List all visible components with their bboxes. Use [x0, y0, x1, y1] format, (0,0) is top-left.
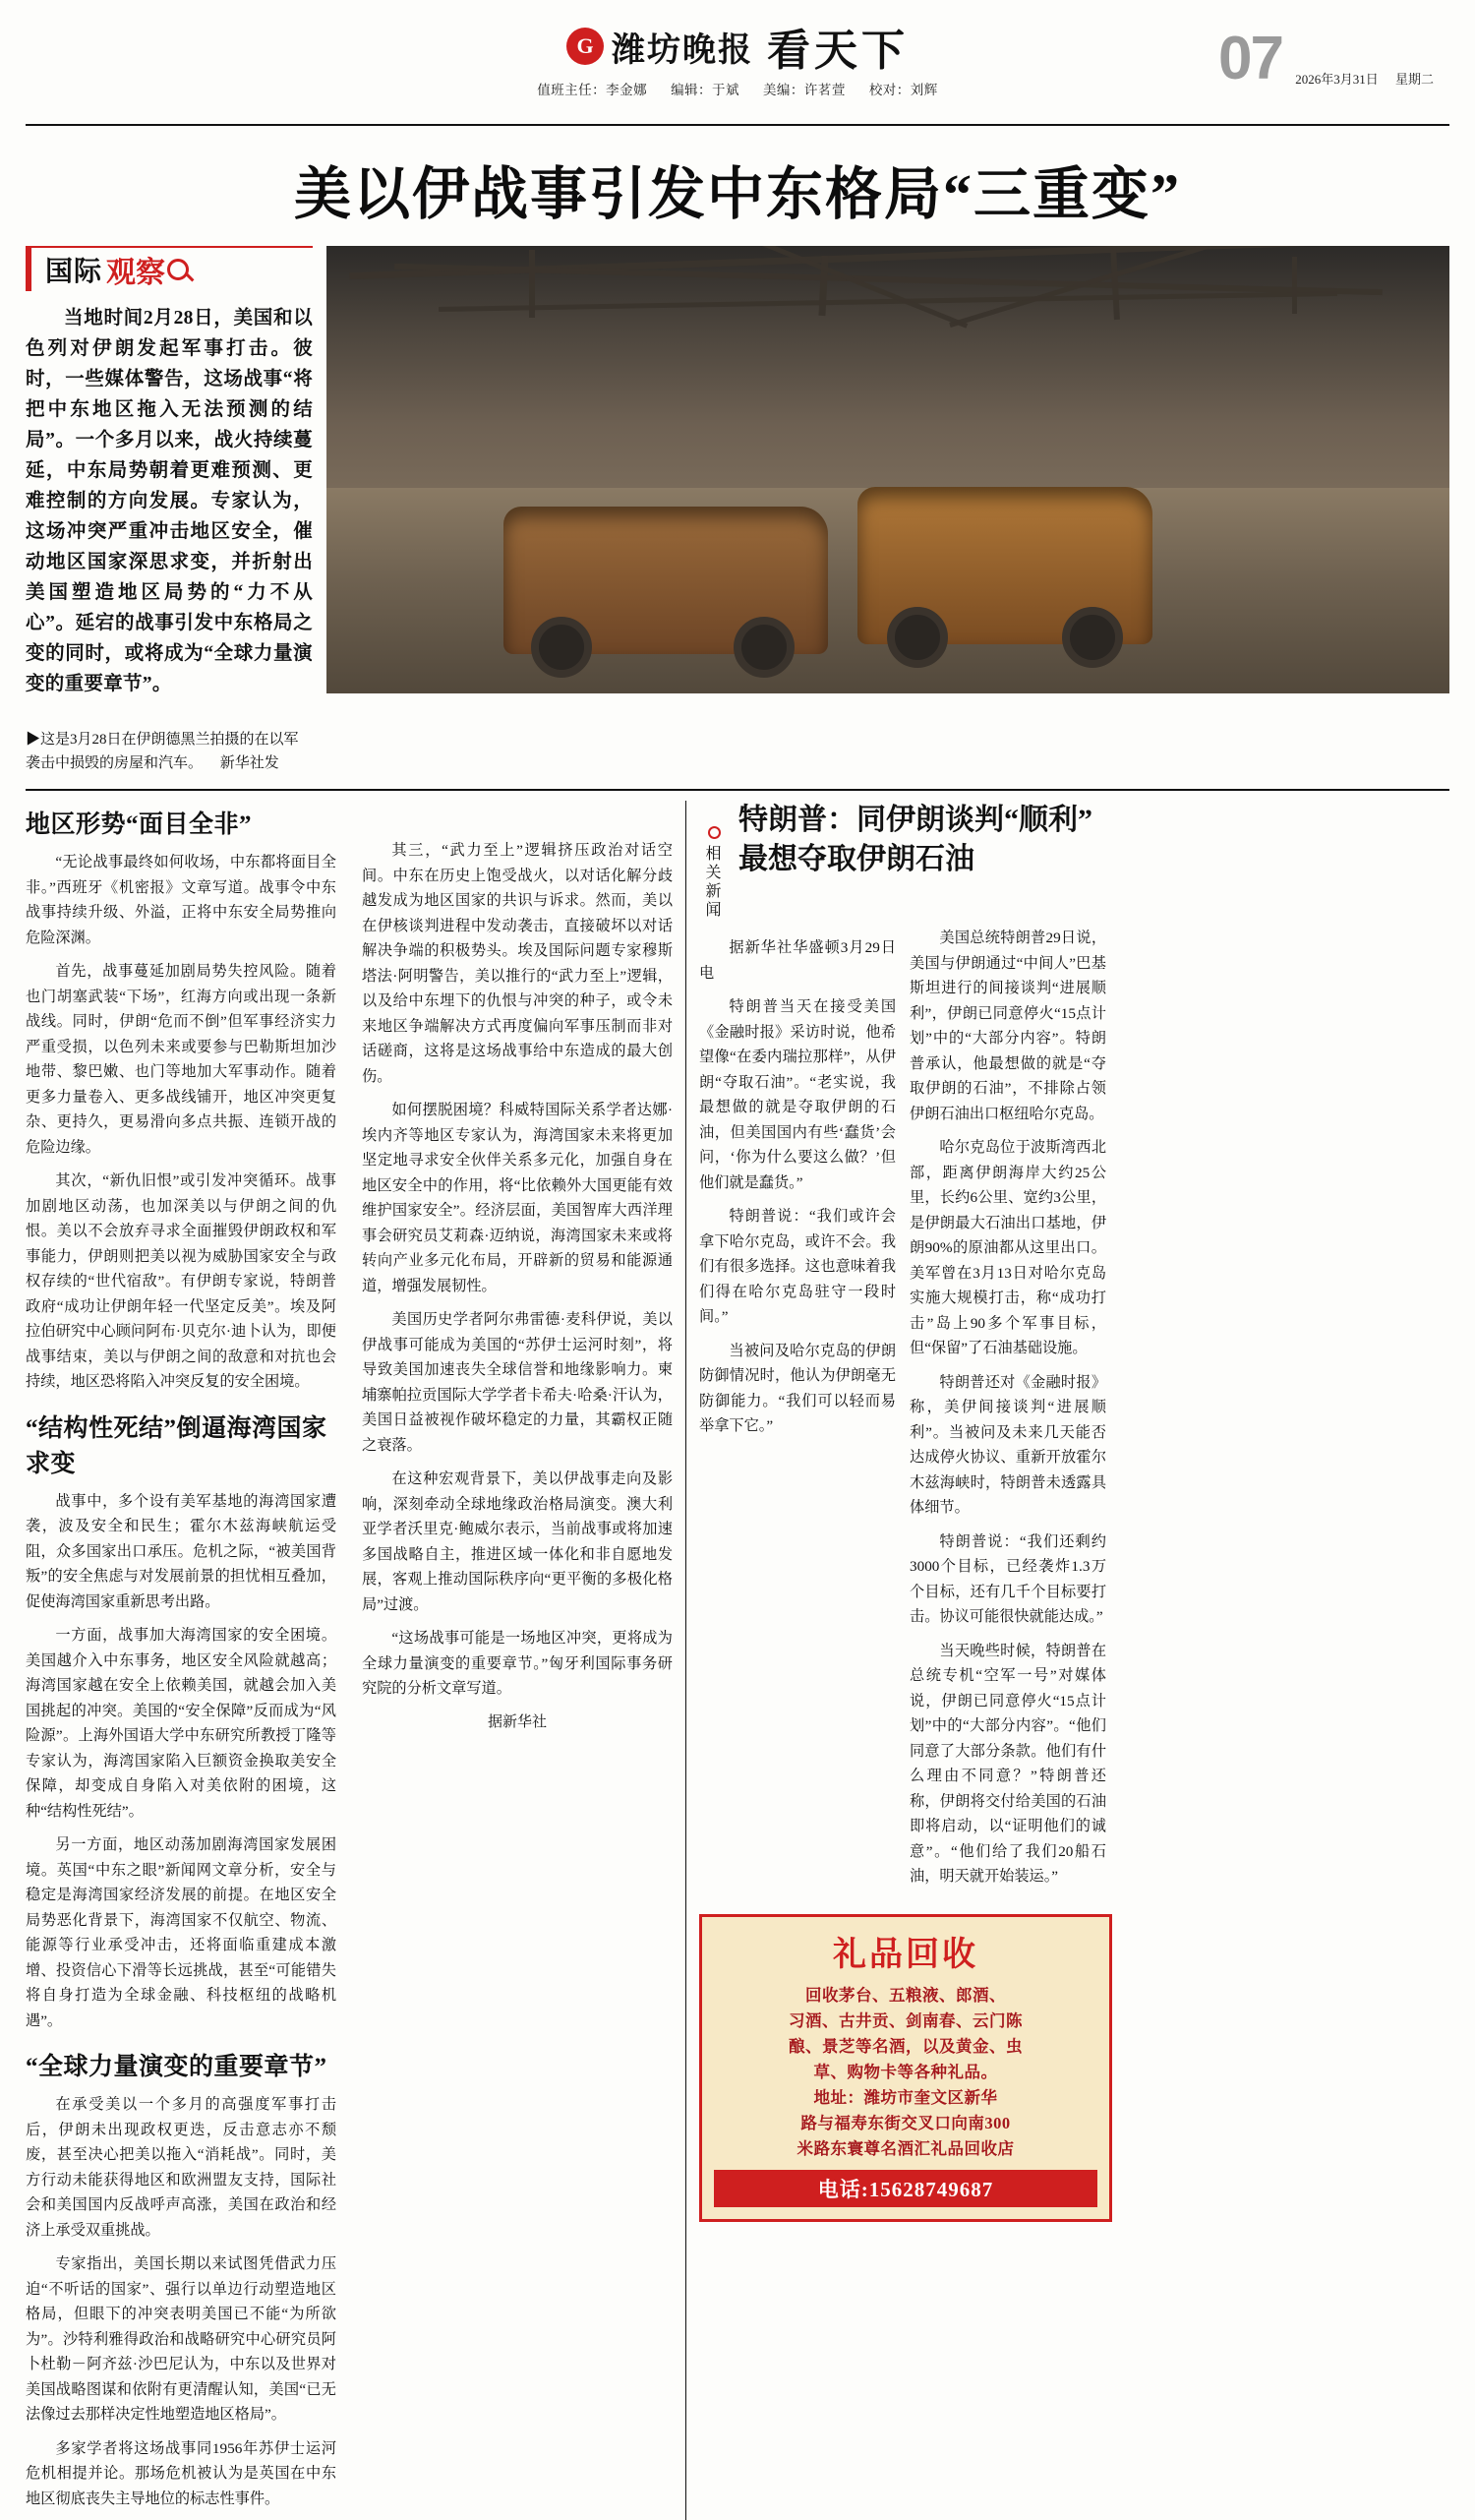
circle-logo-icon: G	[566, 28, 604, 65]
lead-paragraph: 当地时间2月28日，美国和以色列对伊朗发起军事打击。彼时，一些媒体警告，这场战事“将把中东地区拖入无法预测的结局”。一个多月以来，战火持续蔓延，中东局势朝着更难预测、更难控制的方向发展。专家认为，这场冲突严重冲击地区安全，催动地区国家深思求变，并折射出美国塑造地区局势的“力不从心”。延宕的战事引发中东格局之变的同时，或将成为“全球力量演变的重要章节”。	[26, 308, 314, 694]
paragraph: 其三，“武力至上”逻辑挤压政治对话空间。中东在历史上饱受战火，以对话化解分歧越发成为地区国家的共识与诉求。然而，美以在伊核谈判进程中发动袭击，直接破坏以对话解决争端的积极势头。埃及国际问题专家穆斯塔法·阿明警告，美以推行的“武力至上”逻辑，以及给中东埋下的仇恨与冲突的种子，或令未来地区争端解决方式再度偏向军事压制而非对话磋商，这将是这场战事给中东造成的最大创伤。	[362, 842, 673, 1085]
magnifier-icon	[167, 259, 189, 280]
paragraph: 首先，战事蔓延加剧局势失控风险。随着也门胡塞武装“下场”，红海方向或出现一条新战线。同时，伊朗“危而不倒”但军事经济实力严重受损，以色列未来或要参与巴勒斯坦加沙地带、黎巴嫩、也门等地加大军事动作。随着更多力量卷入、更多战线铺开，地区冲突更复杂、更持久，更易滑向多点共振、连锁开战的危险边缘。	[26, 963, 336, 1156]
paragraph: 特朗普说：“我们或许会拿下哈尔克岛，或许不会。我们有很多选择。这也意味着我们得在哈尔克岛驻守一段时间。”	[699, 1208, 896, 1325]
credit-item: 值班主任：李金娜	[537, 83, 648, 97]
related-header	[699, 801, 1112, 920]
paragraph: 专家指出，美国长期以来试图凭借武力压迫“不听话的国家”、强行以单边行动塑造地区格局，但眼下的冲突表明美国已不能“为所欲为”。沙特利雅得政治和战略研究中心研究员阿卜杜勒－阿齐兹·沙巴尼认为，中东以及世界对美国战略图谋和依附有更清醒认知，美国“已无法像过去那样决定性地塑造地区格局”。	[26, 2255, 336, 2423]
paragraph: “无论战事最终如何收场，中东都将面目全非。”西班牙《机密报》文章写道。战事令中东战事持续升级、外溢，正将中东安全局势推向危险深渊。	[26, 854, 336, 946]
paragraph: 特朗普还对《金融时报》称，美伊间接谈判“进展顺利”。当被问及未来几天能否达成停火协议、重新开放霍尔木兹海峡时，特朗普未透露具体细节。	[910, 1373, 1106, 1516]
section-name: 看天下	[767, 27, 909, 75]
ad-line: 草、购物卡等各种礼品。	[813, 2062, 998, 2081]
paragraph: 在承受美以一个多月的高强度军事打击后，伊朗未出现政权更迭，反击意志亦不颓废，甚至决心把美以拖入“消耗战”。同时，美方行动未能获得地区和欧洲盟友支持，国际社会和美国国内反战呼声高涨，美国在政治和经济上承受双重挑战。	[26, 2096, 336, 2239]
credit-item: 编辑：于斌	[671, 83, 740, 97]
advertisement[interactable]	[699, 1914, 1112, 2222]
news-photo	[326, 246, 1449, 693]
ad-line: 酿、景芝等名酒，以及黄金、虫	[789, 2036, 1023, 2056]
paper-name: 潍坊晚报	[612, 31, 753, 69]
caption-source: 新华社发	[219, 755, 279, 771]
column-2	[362, 801, 673, 2520]
paragraph: 战事中，多个设有美军基地的海湾国家遭袭，波及安全和民生；霍尔木兹海峡航运受阻，众多国家出口承压。危机之际，“被美国背叛”的安全焦虑与对发展前景的担忧相互叠加，促使海湾国家重新思考出路。	[26, 1492, 336, 1610]
section-title: 地区形势“面目全非”	[26, 811, 253, 838]
paragraph: 美国总统特朗普29日说，美国与伊朗通过“中间人”巴基斯坦进行的间接谈判“进展顺利”，伊朗已同意停火“15点计划”中的“大部分内容”。特朗普承认，他最想做的就是“夺取伊朗的石油”，不排除占领伊朗石油出口枢纽哈尔克岛。	[910, 930, 1106, 1122]
paragraph: 当天晚些时候，特朗普在总统专机“空军一号”对媒体说，伊朗已同意停火“15点计划”中的“大部分内容”。“他们同意了大部分条款。他们有什么理由不同意？”特朗普还称，伊朗将交付给美国的石油即将启动，以“证明他们的诚意”。“他们给了我们20船石油，明天就开始装运。”	[910, 1642, 1106, 1885]
caption-text: ▶这是3月28日在伊朗德黑兰拍摄的在以军袭击中损毁的房屋和汽车。	[26, 732, 299, 771]
dateline: 据新华社华盛顿3月29日电	[699, 939, 896, 982]
red-circle-icon	[708, 826, 721, 839]
photo-caption	[26, 728, 313, 775]
section-title: “结构性死结”倒逼海湾国家求变	[26, 1414, 327, 1477]
paragraph: 哈尔克岛位于波斯湾西北部，距离伊朗海岸大约25公里，长约6公里、宽约3公里，是伊朗最大石油出口基地，伊朗90%的原油都从这里出口。美军曾在3月13日对哈尔克岛实施大规模打击，称“成功打击”岛上90多个军事目标，但“保留”了石油基础设施。	[910, 1139, 1106, 1356]
paragraph: 特朗普当天在接受美国《金融时报》采访时说，他希望像“在委内瑞拉那样”，从伊朗“夺取石油”。“老实说，我最想做的就是夺取伊朗的石油，但美国国内有些‘蠢货’会问，‘你为什么要这么做？’但他们就是蠢货。”	[699, 998, 896, 1191]
lead-paragraph-block	[26, 303, 313, 699]
page-number: 07	[1218, 25, 1282, 92]
page-title: 美以伊战事引发中东格局“三重变”	[293, 162, 1181, 226]
body-area	[26, 801, 1449, 2520]
date-text: 2026年3月31日	[1295, 72, 1379, 87]
paragraph: “这场战事可能是一场地区冲突，更将成为全球力量演变的重要章节。”匈牙利国际事务研究院的分析文章写道。	[362, 1630, 673, 1697]
related-tag	[699, 801, 729, 920]
paragraph: 在这种宏观背景下，美以伊战事走向及影响，深刻牵动全球地缘政治格局演变。澳大利亚学者沃里克·鲍威尔表示，当前战事或将加速多国战略自主，推进区域一体化和非自愿地发展，客观上推动国际秩序向“更平衡的多极化格局”过渡。	[362, 1470, 673, 1613]
paragraph: 一方面，战事加大海湾国家的安全困境。美国越介入中东事务，地区安全风险就越高；海湾国家越在安全上依赖美国，就越会加入美国挑起的冲突。美国的“安全保障”反而成为“风险源”。上海外国语大学中东研究所教授丁隆等专家认为，海湾国家陷入巨额资金换取美安全保障，却变成自身陷入对美依附的困境，这种“结构性死结”。	[26, 1627, 336, 1820]
divider	[26, 789, 1449, 791]
credit-item: 校对：刘辉	[868, 83, 938, 97]
paragraph: 多家学者将这场战事同1956年苏伊士运河危机相提并论。那场危机被认为是英国在中东地区彻底丧失主导地位的标志性事件。	[26, 2439, 336, 2507]
related-tag-label: 相关新闻	[705, 846, 723, 919]
weekday-text: 星期二	[1394, 72, 1434, 87]
photo-column	[326, 246, 1449, 718]
left-columns	[26, 801, 673, 2520]
masthead	[26, 18, 1449, 126]
related-headline-line: 特朗普：同伊朗谈判“顺利”	[738, 804, 1092, 836]
column-1	[26, 801, 336, 2520]
related-headline	[738, 801, 1112, 920]
ad-line: 习酒、古井贡、剑南春、云门陈	[789, 2010, 1023, 2030]
paragraph: 美国历史学者阿尔弗雷德·麦科伊说，美以伊战事可能成为美国的“苏伊士运河时刻”，将导致美国加速丧失全球信誉和地缘影响力。柬埔寨帕拉贡国际大学学者卡希夫·哈桑·汗认为，美国日益被视作破坏稳定的力量，其霸权正随之衰落。	[362, 1311, 673, 1454]
ad-title: 礼品回收	[833, 1936, 978, 1973]
column-divider	[685, 801, 686, 2520]
badge-prefix: 国际	[45, 257, 103, 287]
paragraph: 如何摆脱困境？科威特国际关系学者达娜·埃内齐等地区专家认为，海湾国家未来将更加坚定地寻求安全伙伴关系多元化，加强自身在地区安全中的作用，将“比依赖外大国更能有效维护国家安全”。经济层面，美国智库大西洋理事会研究员艾莉森·迈纳说，海湾国家未来或将转向产业多元化布局，开辟新的贸易和能源通道，增强发展韧性。	[362, 1102, 673, 1294]
ad-line: 路与福寿东街交叉口向南300	[800, 2113, 1011, 2132]
burned-car	[857, 487, 1152, 644]
story-credit: 据新华社	[487, 1713, 547, 1730]
paragraph: 当被问及哈尔克岛的伊朗防御情况时，他认为伊朗毫无防御能力。“我们可以轻而易举拿下它。”	[699, 1342, 896, 1434]
related-headline-line: 最想夺取伊朗石油	[738, 843, 974, 875]
section-title: “全球力量演变的重要章节”	[26, 2054, 327, 2080]
ad-line: 米路东寰尊名酒汇礼品回收店	[796, 2138, 1015, 2158]
paragraph: 其次，“新仇旧恨”或引发冲突循环。战事加剧地区动荡，也加深美以与伊朗之间的仇恨。美以不会放弃寻求全面摧毁伊朗政权和军事能力，伊朗则把美以视为威胁国家安全与政权存续的“世代宿敌”。有伊朗专家说，特朗普政府“成功让伊朗年轻一代坚定反美”。埃及阿拉伯研究中心顾问阿布·贝克尔·迪卜认为，即便战事结束，美以与伊朗之间的敌意和对抗也会持续，地区恐将陷入冲突反复的安全困境。	[26, 1172, 336, 1390]
lead-column	[26, 246, 313, 718]
top-block	[26, 246, 1449, 718]
ad-phone[interactable]: 电话:15628749687	[714, 2170, 1097, 2207]
paragraph: 另一方面，地区动荡加剧海湾国家发展困境。英国“中东之眼”新闻网文章分析，安全与稳定是海湾国家经济发展的前提。在地区安全局势恶化背景下，海湾国家不仅航空、物流、能源等行业承受冲击，还将面临重建成本激增、投资信心下滑等长远挑战，甚至“可能错失将自身打造为全球金融、科技枢纽的战略机遇”。	[26, 1836, 336, 2029]
section-badge	[26, 246, 313, 291]
badge-highlight: 观察	[106, 257, 166, 289]
credit-item: 美编：许茗萱	[762, 83, 846, 97]
related-news-column	[699, 801, 1112, 2520]
ad-line: 地址：潍坊市奎文区新华	[813, 2087, 998, 2107]
burned-car	[503, 507, 828, 654]
ad-line: 回收茅台、五粮液、郎酒、	[805, 1985, 1006, 2005]
paragraph: 特朗普说：“我们还剩约3000个目标，已经袭炸1.3万个目标，还有几千个目标要打击。协议可能很快就能达成。”	[910, 1532, 1106, 1625]
masthead-date	[1281, 69, 1434, 88]
